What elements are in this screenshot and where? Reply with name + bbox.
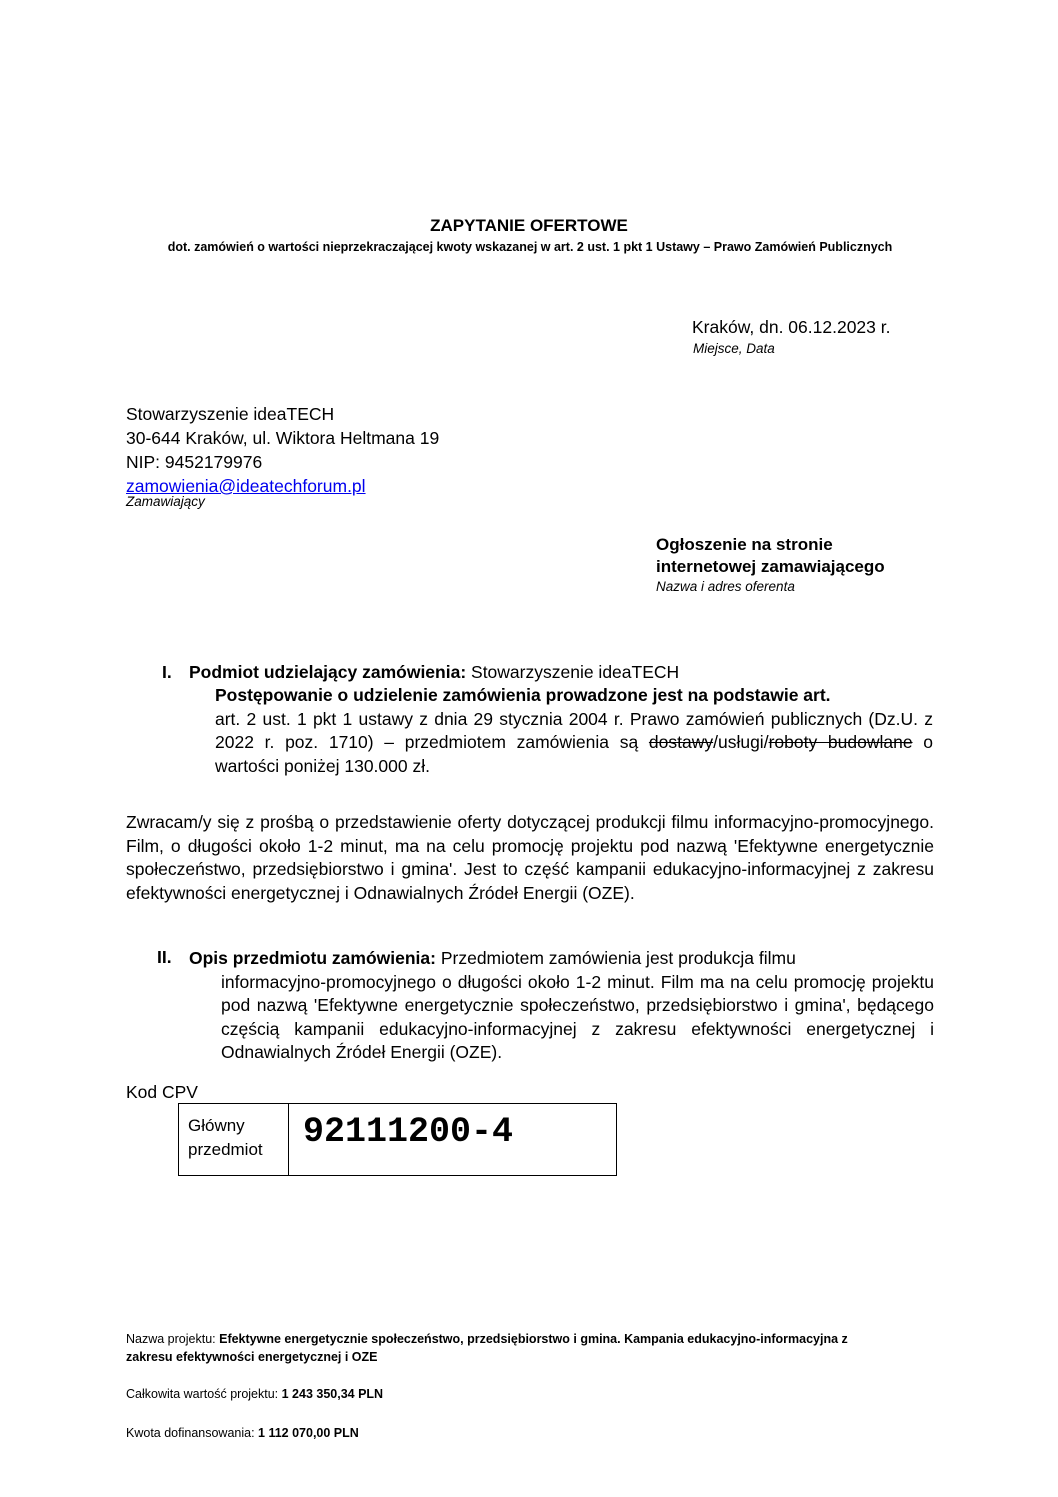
document-subtitle: dot. zamówień o wartości nieprzekraczającej kwoty wskazanej w art. 2 ust. 1 pkt 1 Ustawy – Prawo Zamówień Publicznych	[167, 240, 893, 254]
footer-funding-value: 1 112 070,00 PLN	[258, 1426, 359, 1440]
footer-total	[126, 1385, 886, 1403]
intro-paragraph: Zwracam/y się z prośbą o przedstawienie oferty dotyczącej produkcji filmu informacyjno-promocyjnego. Film, o długości około 1-2 minut, ma na celu promocję projektu pod nazwą 'Efektywne energetycznie społeczeństwo, przedsiębiorstwo i gmina'. Jest to część kampanii edukacyjno-informacyjnej z zakresu efektywności energetycznej i Odnawialnych Źródeł Energii (OZE).	[126, 812, 934, 903]
contracting-party-email-link[interactable]: zamowienia@ideatechforum.pl	[126, 476, 366, 496]
section-1-bold-line: Postępowanie o udzielenie zamówienia prowadzone jest na podstawie art.	[215, 685, 831, 705]
section-1-heading-line	[189, 662, 679, 683]
footer-total-value: 1 243 350,34 PLN	[281, 1387, 384, 1401]
section-2-body	[189, 947, 934, 1065]
section-1-text-c: o wartości poniżej 130.000 zł.	[215, 732, 933, 776]
offeror-line-1: Ogłoszenie na stronie	[656, 535, 833, 554]
contracting-party-caption: Zamawiający	[126, 494, 205, 509]
contracting-party-block	[126, 402, 439, 498]
contracting-party-name: Stowarzyszenie ideaTECH	[126, 404, 335, 424]
place-date: Kraków, dn. 06.12.2023 r.	[692, 317, 891, 337]
section-2-first-line	[189, 948, 796, 968]
section-1-text-a: art. 2 ust. 1 pkt 1 ustawy z dnia 29 stycznia 2004 r. Prawo zamówień publicznych (Dz.U. z 2022 r. poz. 1710) – przedmiotem zamówienia są	[215, 708, 933, 752]
place-date-caption: Miejsce, Data	[693, 341, 775, 356]
footer-project-name	[126, 1330, 886, 1366]
section-1-entity: Stowarzyszenie ideaTECH	[466, 662, 680, 682]
section-2-heading: Opis przedmiotu zamówienia:	[189, 948, 436, 968]
contracting-party-address: 30-644 Kraków, ul. Wiktora Heltmana 19	[126, 428, 440, 448]
cpv-code: 92111200-4	[289, 1104, 617, 1176]
section-1-struck-1: dostawy	[648, 732, 714, 752]
section-1-text-b: /usługi/	[713, 732, 769, 752]
offeror-block	[656, 534, 885, 578]
document-title: ZAPYTANIE OFERTOWE	[430, 216, 628, 235]
section-1-heading: Podmiot udzielający zamówienia:	[189, 662, 467, 682]
cpv-row-label-2: przedmiot	[188, 1140, 263, 1159]
footer-funding	[126, 1424, 886, 1442]
footer-project-name-label: Nazwa projektu:	[126, 1332, 220, 1346]
section-1-text	[215, 708, 933, 779]
cpv-row-label	[179, 1104, 289, 1176]
section-2-first-text: Przedmiotem zamówienia jest produkcja filmu	[435, 948, 796, 968]
footer-funding-label: Kwota dofinansowania:	[126, 1426, 259, 1440]
offeror-line-2: internetowej zamawiającego	[656, 557, 885, 576]
cpv-table	[178, 1103, 617, 1176]
section-1-number: I.	[162, 662, 172, 682]
contracting-party-nip: NIP: 9452179976	[126, 452, 263, 472]
section-1-struck-2: roboty budowlane	[768, 732, 913, 752]
cpv-row-label-1: Główny	[188, 1116, 245, 1135]
section-2-continuation: informacyjno-promocyjnego o długości około 1-2 minut. Film ma na celu promocję projektu pod nazwą 'Efektywne energetycznie społeczeństwo, przedsiębiorstwo i gmina', będącego częścią kampanii edukacyjno-informacyjnej z zakresu efektywności energetycznej i Odnawialnych Źródeł Energii (OZE).	[221, 971, 934, 1062]
section-1-body	[215, 684, 933, 778]
cpv-label: Kod CPV	[126, 1082, 198, 1102]
section-2-number: II.	[157, 947, 172, 967]
footer-project-name-value: Efektywne energetycznie społeczeństwo, przedsiębiorstwo i gmina. Kampania edukacyjno-informacyjna z zakresu efektywności energetycznej i OZE	[126, 1332, 848, 1364]
offeror-caption: Nazwa i adres oferenta	[656, 579, 795, 594]
cpv-row	[179, 1104, 617, 1176]
footer-total-label: Całkowita wartość projektu:	[126, 1387, 282, 1401]
